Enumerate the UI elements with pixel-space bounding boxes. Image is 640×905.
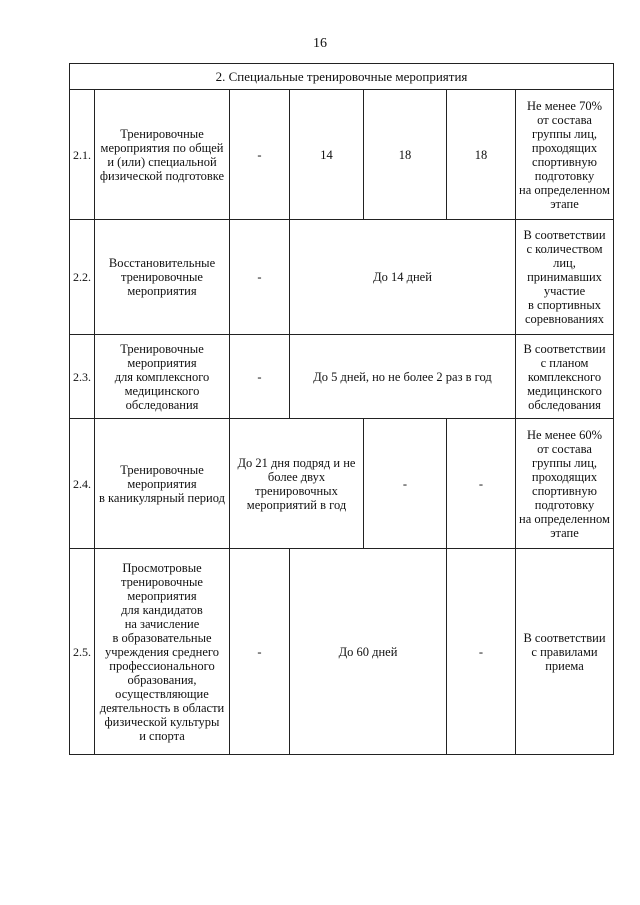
stage-3-value: -: [402, 476, 408, 491]
stage-1-value: -: [257, 270, 262, 284]
stage-4-value: -: [478, 644, 484, 659]
row-number: 2.1.: [73, 147, 91, 162]
event-note: В соответствии с планом комплексного медицинского обследования: [523, 341, 606, 412]
event-name: Тренировочные мероприятия для комплексного медицинского обследования: [114, 341, 210, 412]
row-number: 2.5.: [73, 644, 91, 659]
event-name: Восстановительные тренировочные мероприятия: [108, 256, 216, 298]
merged-stages-value: До 5 дней, но не более 2 раз в год: [313, 369, 492, 384]
row-number: 2.4.: [73, 476, 91, 491]
stage-1-value: -: [257, 147, 262, 162]
merged-stages-value: До 14 дней: [373, 270, 432, 284]
row-number: 2.3.: [73, 369, 91, 384]
event-note: В соответствии с правилами приема: [523, 630, 606, 673]
event-name: Просмотровые тренировочные мероприятия для кандидатов на зачисление в образовательные учреждения среднего профессионального образования, осуществляющие деятельность в области физической культуры и спорта: [99, 560, 225, 743]
stage-3-value: 18: [398, 147, 412, 162]
stage-1-value: -: [257, 369, 262, 384]
stage-2-value: 14: [320, 147, 333, 162]
event-note: Не менее 70% от состава группы лиц, проходящих спортивную подготовку на определенном этапе: [519, 98, 610, 211]
section-title: 2. Специальные тренировочные мероприятия: [215, 68, 468, 84]
row-number: 2.2.: [73, 270, 91, 284]
merged-stages-value: До 21 дня подряд и не более двух тренировочных мероприятий в год: [237, 455, 356, 512]
stage-1-value: -: [257, 644, 262, 659]
stage-4-value: -: [478, 476, 484, 491]
event-note: Не менее 60% от состава группы лиц, проходящих спортивную подготовку на определенном этапе: [519, 427, 610, 540]
merged-stages-value: До 60 дней: [338, 644, 398, 659]
event-name: Тренировочные мероприятия в каникулярный период: [98, 462, 225, 505]
stage-4-value: 18: [474, 147, 488, 162]
page-number: 16: [313, 36, 327, 51]
event-name: Тренировочные мероприятия по общей и (или) специальной физической подготовке: [99, 126, 225, 183]
event-note: В соответствии с количеством лиц, принимавших участие в спортивных соревнованиях: [523, 228, 606, 326]
